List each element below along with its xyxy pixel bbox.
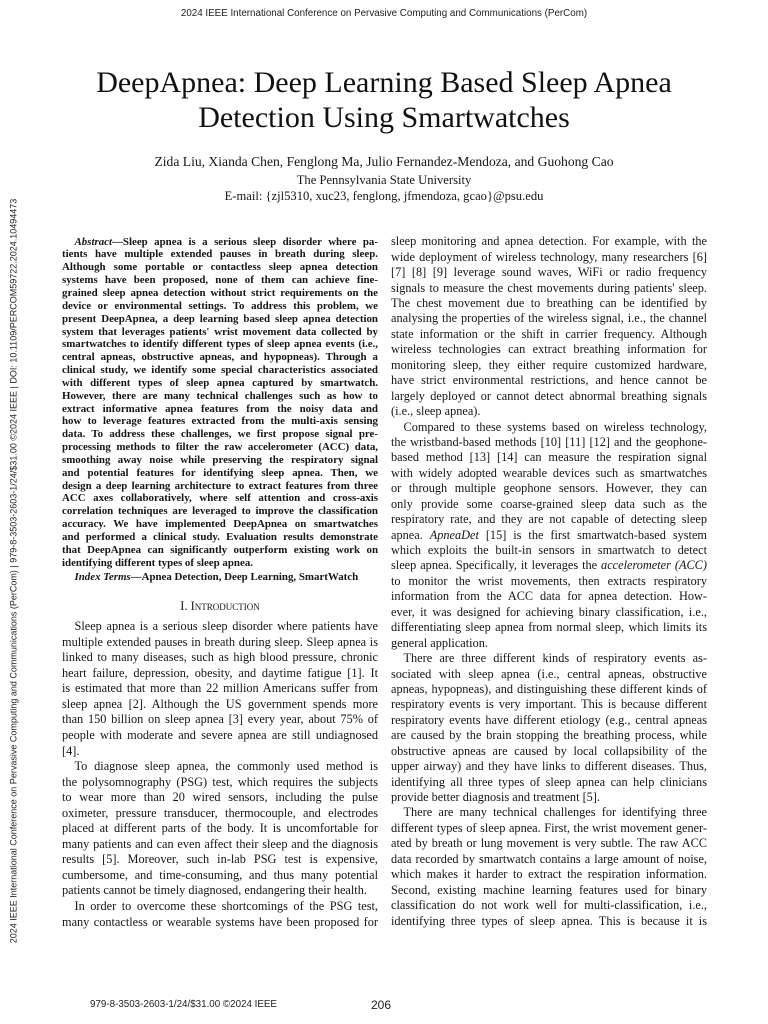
text-line: are caused by the brain stopping the breathing process, while — [391, 728, 707, 743]
text-line: many contactless or wearable systems have been proposed for — [62, 914, 378, 929]
text-line: present DeepApnea, a deep learning based sleep apnea detection — [62, 312, 378, 325]
section-number: I. — [180, 598, 188, 613]
text-line: central apneas, obstructive apneas, and hypopneas). Through a — [62, 351, 378, 364]
text-span: [15] is the first smartwatch-based system — [478, 527, 707, 542]
text-line: cumbersome, and time-consuming, and thus many potential — [62, 867, 378, 882]
text-span: sleep apnea. Specifically, it leverages the — [391, 558, 602, 573]
paragraph — [62, 899, 378, 930]
left-column-body — [62, 619, 378, 930]
author-affiliation: The Pennsylvania State University — [296, 173, 472, 187]
text-line: which makes it harder to extract the respiration information. — [391, 867, 707, 882]
text-line — [62, 571, 378, 584]
paragraph — [391, 805, 707, 929]
text-line: only provide some coarse-grained sleep data such as the — [391, 496, 707, 511]
doi-sidebar: 2024 IEEE International Conference on Pervasive Computing and Communications (PerCom) | 979-8-3503-2603-1/24/$31.00 ©2024 IEEE | DOI: 10.1109/PERCOM59722.2024.10494473 — [8, 198, 19, 944]
text-line: different types of sleep apnea. First, the wrist movement gener- — [391, 820, 707, 835]
text-line: to monitor the wrist movements, then extracts respiratory — [391, 573, 707, 588]
text-span: Abstract — [74, 235, 113, 248]
text-line: However, there are many technical challenges such as how to — [62, 389, 378, 402]
text-line: respiratory rate, and they are not capable of detecting sleep — [391, 512, 707, 527]
text-line: Sleep apnea is a serious sleep disorder where patients have — [74, 619, 378, 634]
text-line — [391, 558, 707, 573]
text-line: state information or the shift in carrier frequency. Although — [391, 326, 707, 341]
text-line — [391, 528, 707, 543]
text-line: largely deployed or cannot detect abnormal breathing signals — [391, 388, 707, 403]
paper-title-line-1: DeepApnea: Deep Learning Based Sleep Apnea — [96, 65, 672, 99]
text-line: linked to many diseases, such as high blood pressure, chronic — [62, 650, 378, 665]
text-line: or through multiple geophone sensors. However, they can — [391, 481, 707, 496]
text-line: have strict environmental restrictions, and hence cannot be — [391, 373, 707, 388]
text-line: [4]. — [62, 743, 80, 758]
text-line: clinical study, we identify some special characteristics associated — [62, 364, 378, 377]
text-line: information from the ACC data for apnea detection. How- — [391, 589, 707, 604]
text-line: There are many technical challenges for identifying three — [403, 805, 707, 820]
text-line: systems have been proposed, none of them can achieve fine- — [62, 274, 378, 287]
section-heading — [62, 599, 378, 614]
text-line: Compared to these systems based on wireless technology, — [403, 419, 707, 434]
index-terms — [62, 571, 378, 584]
text-line: ever, it was designed for achieving binary classification, i.e., — [391, 604, 707, 619]
text-line: is estimated that more than 22 million Americans suffer from — [62, 681, 378, 696]
text-line: system that leverages patients' wrist movement data collected by — [62, 325, 378, 338]
text-line: ated by breath or lung movement is very subtle. The raw ACC — [391, 836, 707, 851]
author-list: Zida Liu, Xianda Chen, Fenglong Ma, Julio Fernandez-Mendoza, and Guohong Cao — [154, 154, 614, 169]
text-line: heart failure, depression, obesity, and daytime fatigue [1]. It — [62, 665, 378, 680]
text-line: data recorded by smartwatch contains a large amount of noise, — [391, 851, 707, 866]
text-span: ApneaDet — [429, 527, 479, 542]
text-line: people with moderate and severe apnea are still undiagnosed — [62, 728, 378, 743]
text-line — [62, 236, 378, 249]
text-line: which exploits the built-in sensors in smartwatch to detect — [391, 543, 707, 558]
paragraph — [62, 571, 378, 584]
footer-isbn: 979-8-3503-2603-1/24/$31.00 ©2024 IEEE — [90, 999, 277, 1010]
text-line: and potential features for identifying sleep apnea. Then, we — [62, 466, 378, 479]
text-line: The chest movement due to breathing can be identified by — [391, 296, 707, 311]
text-span: apnea. — [391, 527, 430, 542]
text-line: analysing the properties of the wireless signal, i.e., the channel — [391, 311, 707, 326]
text-line: grained sleep apnea detection without strict requirements on the — [62, 286, 378, 299]
text-line: To diagnose sleep apnea, the commonly used method is — [74, 759, 378, 774]
text-line: identifying different types of sleep apnea. — [62, 556, 253, 569]
text-line: correlation techniques are leveraged to improve the classification — [62, 505, 378, 518]
text-line: monitoring sleep, they either require customized hardware, — [391, 357, 707, 372]
paragraph — [62, 619, 378, 759]
page-number: 206 — [371, 997, 392, 1012]
text-line: There are three different kinds of respiratory events as- — [403, 651, 707, 666]
paragraph — [62, 759, 378, 899]
text-line: (i.e., sleep apnea). — [391, 404, 481, 419]
text-line: many patients and can even affect their sleep and the diagnosis — [62, 836, 378, 851]
text-line: provide better diagnosis and treatment [5]. — [391, 790, 600, 805]
text-line: identifying all three types of sleep apnea can help clinicians — [391, 774, 707, 789]
text-span: Index Terms — [74, 570, 131, 583]
text-line: than 150 billion on sleep apnea [3] every year, about 75% of — [62, 712, 378, 727]
text-span: accelerometer (ACC) — [601, 558, 707, 573]
text-line: processing methods to filter the raw accelerometer (ACC) data, — [62, 441, 378, 454]
paragraph — [62, 236, 378, 570]
text-line: sleep apnea [2]. Although the US government spends more — [62, 696, 378, 711]
right-column-body — [391, 234, 707, 929]
conference-header: 2024 IEEE International Conference on Pervasive Computing and Communications (PerCom) — [180, 8, 588, 19]
text-line: respiratory events have different etiology (e.g., central apneas — [391, 712, 707, 727]
text-line: identifying three types of sleep apnea. This is because it is — [391, 913, 707, 928]
text-line: patients cannot be timely diagnosed, endangering their health. — [62, 883, 367, 898]
text-line: sleep monitoring and apnea detection. For example, with the — [391, 234, 707, 249]
text-span: —Apnea Detection, Deep Learning, SmartWatch — [130, 570, 359, 583]
text-line: general application. — [391, 635, 488, 650]
paragraph — [391, 234, 707, 419]
text-line: design a deep learning architecture to extract features from three — [62, 479, 378, 492]
text-line: multiple extended pauses in breath during sleep. Sleep apnea is — [62, 634, 378, 649]
text-line: In order to overcome these shortcomings of the PSG test, — [74, 899, 378, 914]
text-line: the wristband-based methods [10] [11] [12] and the geophone- — [391, 434, 707, 449]
text-line: smartwatches to identify different types of sleep apnea events (i.e., — [62, 338, 378, 351]
text-line: smoothing away noise while preserving the respiratory signal — [62, 453, 378, 466]
text-line: upper airway) and they have links to different diseases. Thus, — [391, 759, 707, 774]
text-line: sociated with sleep apnea (i.e., central apneas, obstructive — [391, 666, 707, 681]
text-line: how to leverage features extracted from the multi-axis sensing — [62, 415, 378, 428]
text-line: the polysomnography (PSG) test, which requires the subjects — [62, 774, 378, 789]
paper-title-line-2: Detection Using Smartwatches — [198, 100, 570, 134]
text-line: respiratory events is very important. This is because different — [391, 697, 707, 712]
text-line: wireless technologies can extract breathing information for — [391, 342, 707, 357]
text-line: with widely adopted wearable devices such as smartwatches — [391, 465, 707, 480]
text-line: apneas, hypopneas), and distinguishing these different kinds of — [391, 681, 707, 696]
paper-title — [0, 65, 768, 135]
text-line: Second, existing machine learning features used for binary — [391, 882, 707, 897]
author-email: E-mail: {zjl5310, xuc23, fenglong, jfmendoza, gcao}@psu.edu — [224, 189, 544, 203]
text-line: differentiating sleep apnea from normal sleep, which limits its — [391, 620, 707, 635]
section-title: Introduction — [190, 598, 260, 613]
text-line: that DeepApnea can significantly outperform existing work on — [62, 543, 378, 556]
text-line: classification do not work well for multi-classification, i.e., — [391, 898, 707, 913]
text-line: based method [13] [14] can measure the respiration signal — [391, 450, 707, 465]
text-line: data. To address these challenges, we first propose signal pre- — [62, 428, 378, 441]
text-line: signals to measure the chest movements during patients' sleep. — [391, 280, 707, 295]
text-line: device or environmental settings. To address this problem, we — [62, 299, 378, 312]
text-line: oximeter, pressure transducer, thermocouple, and electrodes — [62, 805, 378, 820]
text-line: wide deployment of wireless technology, many researchers [6] — [391, 249, 707, 264]
text-span: —Sleep apnea is a serious sleep disorder where pa- — [112, 235, 378, 248]
text-line: accuracy. We have implemented DeepApnea on smartwatches — [62, 518, 378, 531]
text-line: placed at different parts of the body. It is uncomfortable for — [62, 821, 378, 836]
text-line: extract informative apnea features from the noisy data and — [62, 402, 378, 415]
text-line: obstructive apneas are caused by local collapsibility of the — [391, 743, 707, 758]
text-line: to wear more than 20 wired sensors, including the pulse — [62, 790, 378, 805]
text-line: [7] [8] [9] leverage sound waves, WiFi or radio frequency — [391, 265, 707, 280]
paragraph — [391, 420, 707, 652]
text-line: with different types of sleep apnea captured by smartwatch. — [62, 376, 378, 389]
text-line: and performed a clinical study. Evaluation results demonstrate — [62, 531, 378, 543]
text-line: Although some portable or contactless sleep apnea detection — [62, 261, 378, 274]
paragraph — [391, 651, 707, 805]
abstract — [62, 236, 378, 570]
text-line: results [5]. Moreover, such in-lab PSG test is expensive, — [62, 852, 378, 867]
text-line: ACC axes collaboratively, where self attention and cross-axis — [62, 492, 378, 505]
text-line: tients have multiple extended pauses in breath during sleep. — [62, 248, 378, 261]
